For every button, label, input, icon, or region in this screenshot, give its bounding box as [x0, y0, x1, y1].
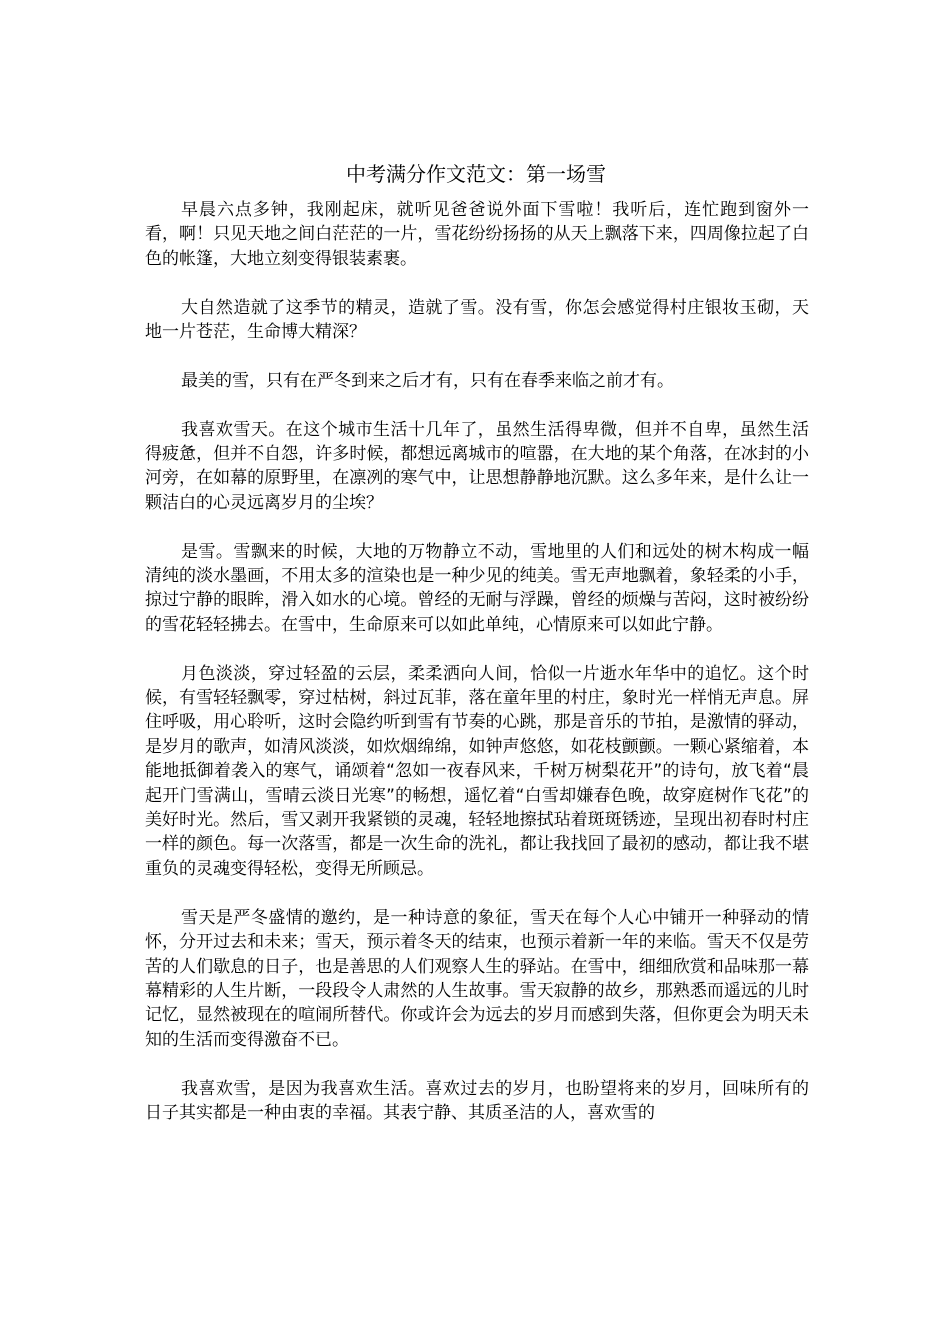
- paragraph: 早晨六点多钟，我刚起床，就听见爸爸说外面下雪啦！我听后，连忙跑到窗外一看，啊！只见天地之间白茫茫的一片，雪花纷纷扬扬的从天上飘落下来，四周像拉起了白色的帐篷，大地立刻变得银装素裹。: [145, 200, 809, 269]
- paragraph: 我喜欢雪，是因为我喜欢生活。喜欢过去的岁月，也盼望将来的岁月，回味所有的日子其实都是一种由衷的幸福。其表宁静、其质圣洁的人，喜欢雪的: [145, 1078, 809, 1123]
- paragraph: 雪天是严冬盛情的邀约，是一种诗意的象征，雪天在每个人心中铺开一种驿动的情怀，分开过去和未来；雪天，预示着冬天的结束，也预示着新一年的来临。雪天不仅是劳苦的人们歇息的日子，也是善思的人们观察人生的驿站。在雪中，细细欣赏和品味那一幕幕精彩的人生片断，一段段令人肃然的人生故事。雪天寂静的故乡，那熟悉而遥远的儿时记忆，显然被现在的喧闹所替代。你或许会为远去的岁月而感到失落，但你更会为明天未知的生活而变得激奋不已。: [145, 907, 809, 1050]
- document-title: 中考满分作文范文：第一场雪: [346, 162, 606, 186]
- paragraph: 月色淡淡，穿过轻盈的云层，柔柔洒向人间，恰似一片逝水年华中的追忆。这个时候，有雪轻轻飘零，穿过枯树，斜过瓦菲，落在童年里的村庄，象时光一样悄无声息。屏住呼吸，用心聆听，这时会隐约听到雪有节奏的心跳，那是音乐的节拍，是激情的驿动，是岁月的歌声，如清风淡淡，如炊烟绵绵，如钟声悠悠，如花枝颤颤。一颗心紧缩着，本能地抵御着袭入的寒气，诵颂着“忽如一夜春风来，千树万树梨花开”的诗句，放飞着“晨起开门雪满山，雪晴云淡日光寒”的畅想，遥忆着“白雪却嫌春色晚，故穿庭树作飞花”的美好时光。然后，雪又剥开我紧锁的灵魂，轻轻地擦拭玷着斑斑锈迹，呈现出初春时村庄一样的颜色。每一次落雪，都是一次生命的洗礼，都让我找回了最初的感动，都让我不堪重负的灵魂变得轻松，变得无所顾忌。: [145, 663, 809, 879]
- paragraph: 我喜欢雪天。在这个城市生活十几年了，虽然生活得卑微，但并不自卑，虽然生活得疲惫，但并不自怨，许多时候，都想远离城市的喧嚣，在大地的某个角落，在冰封的小河旁，在如幕的原野里，在凛冽的寒气中，让思想静静地沉默。这么多年来，是什么让一颗洁白的心灵远离岁月的尘埃？: [145, 419, 809, 513]
- document-body: [145, 198, 809, 1150]
- paragraph: 是雪。雪飘来的时候，大地的万物静立不动，雪地里的人们和远处的树木构成一幅清纯的淡水墨画，不用太多的渲染也是一种少见的纯美。雪无声地飘着，象轻柔的小手，掠过宁静的眼眸，滑入如水的心境。曾经的无耐与浮躁，曾经的烦燥与苦闷，这时被纷纷的雪花轻轻拂去。在雪中，生命原来可以如此单纯，心情原来可以如此宁静。: [145, 541, 809, 635]
- paragraph: 最美的雪，只有在严冬到来之后才有，只有在春季来临之前才有。: [181, 370, 674, 391]
- paragraph: 大自然造就了这季节的精灵，造就了雪。没有雪，你怎会感觉得村庄银妆玉砌，天地一片苍茫，生命博大精深？: [145, 297, 809, 343]
